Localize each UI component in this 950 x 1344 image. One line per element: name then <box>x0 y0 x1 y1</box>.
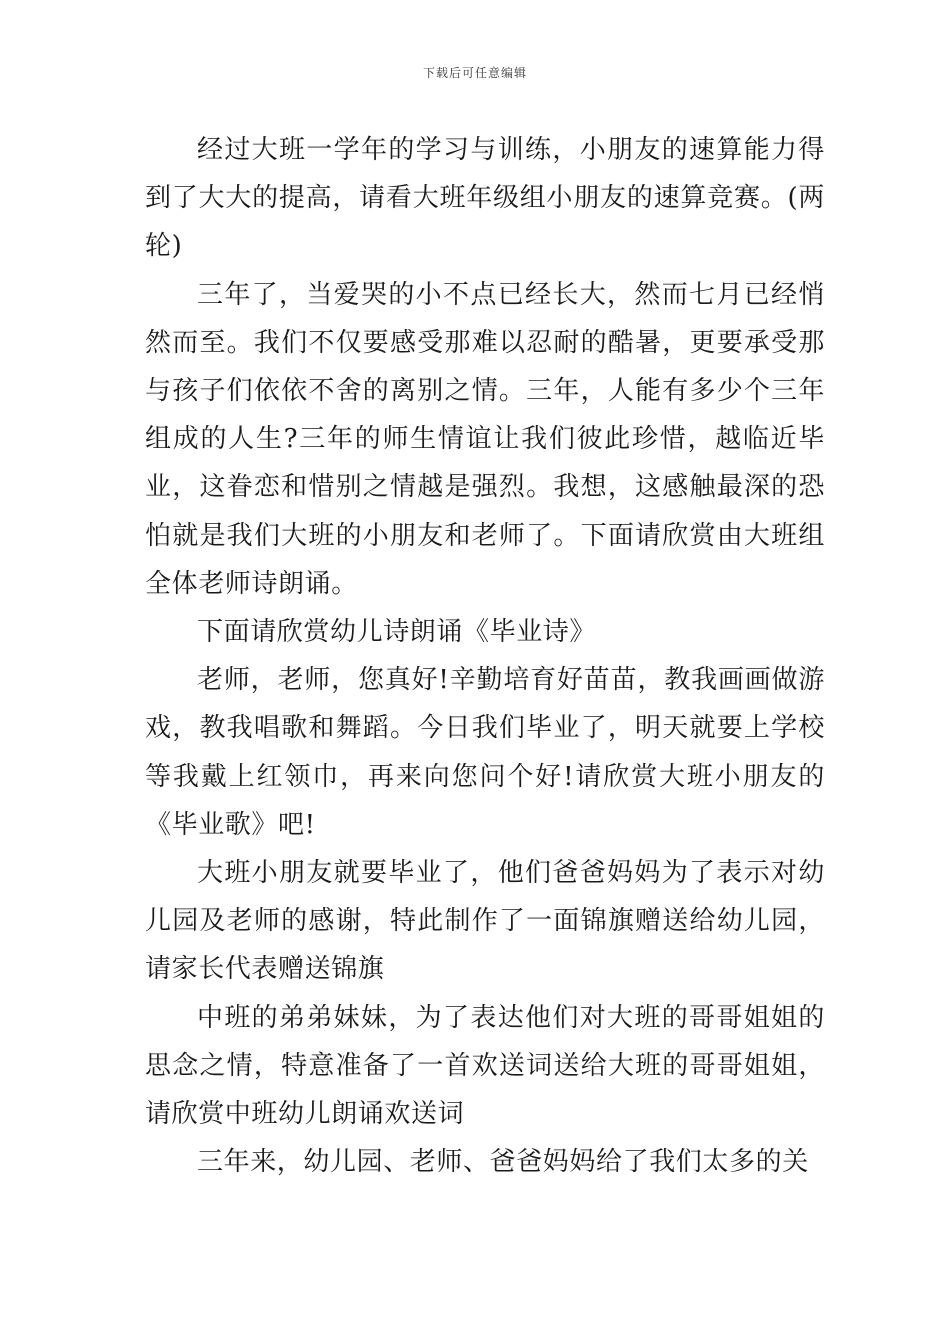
document-body <box>145 126 825 1186</box>
paragraph: 中班的弟弟妹妹，为了表达他们对大班的哥哥姐姐的思念之情，特意准备了一首欢送词送给大班的哥哥姐姐，请欣赏中班幼儿朗诵欢送词 <box>145 1002 825 1130</box>
paragraph: 经过大班一学年的学习与训练，小朋友的速算能力得到了大大的提高，请看大班年级组小朋友的速算竞赛。(两轮) <box>145 135 825 262</box>
paragraph: 老师，老师，您真好!辛勤培育好苗苗，教我画画做游戏，教我唱歌和舞蹈。今日我们毕业了，明天就要上学校等我戴上红领巾，再来向您问个好!请欣赏大班小朋友的《毕业歌》吧! <box>145 665 825 840</box>
paragraph: 三年来，幼儿园、老师、爸爸妈妈给了我们太多的关 <box>197 1147 809 1178</box>
paragraph: 大班小朋友就要毕业了，他们爸爸妈妈为了表示对幼儿园及老师的感谢，特此制作了一面锦旗赠送给幼儿园，请家长代表赠送锦旗 <box>145 858 825 985</box>
paragraph: 三年了，当爱哭的小不点已经长大，然而七月已经悄然而至。我们不仅要感受那难以忍耐的酷暑，更要承受那与孩子们依依不舍的离别之情。三年，人能有多少个三年组成的人生?三年的师生情谊让我们彼此珍惜，越临近毕业，这眷恋和惜别之情越是强烈。我想，这感触最深的恐怕就是我们大班的小朋友和老师了。下面请欣赏由大班组全体老师诗朗诵。 <box>145 279 825 599</box>
header-note: 下载后可任意编辑 <box>422 66 527 80</box>
paragraph: 下面请欣赏幼儿诗朗诵《毕业诗》 <box>197 617 597 648</box>
